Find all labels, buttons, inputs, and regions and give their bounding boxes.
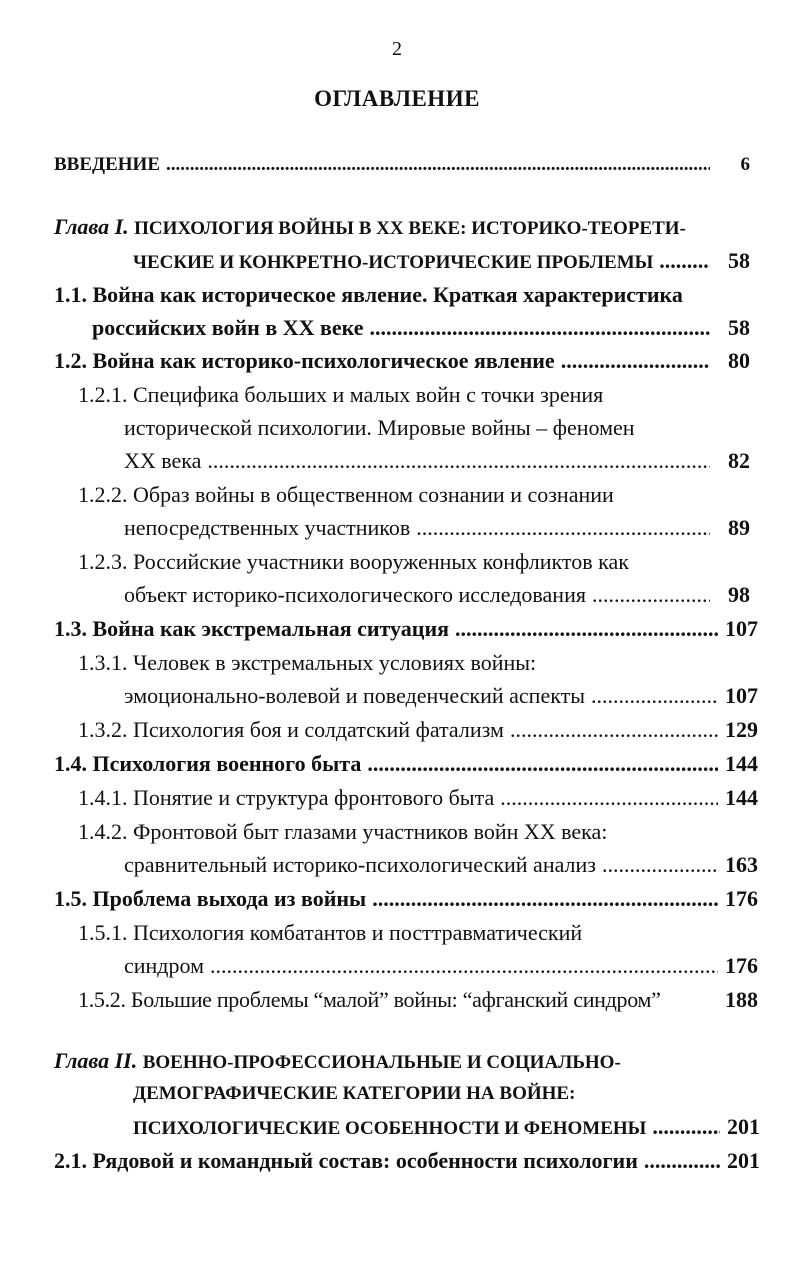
toc-entry-label: 1.2. Война как историко-психологическое явление: [54, 348, 555, 373]
toc-page-number: 144: [725, 785, 758, 810]
toc-section-1-3[interactable]: [54, 614, 758, 644]
chapter-title-cont: ПСИХОЛОГИЧЕСКИЕ ОСОБЕННОСТИ И ФЕНОМЕНЫ: [133, 1118, 647, 1139]
toc-entry-label: объект историко-психологического исследования: [124, 582, 586, 607]
toc-entry-label: 1.5.2. Большие проблемы “малой” войны: “афганский синдром”: [78, 987, 661, 1012]
toc-chapter-2-line3[interactable]: [133, 1112, 760, 1142]
chapter-prefix: Глава I.: [54, 214, 129, 239]
dot-leader: [367, 749, 718, 779]
dot-leader: [207, 446, 710, 476]
toc-page-number: 188: [725, 987, 758, 1012]
dot-leader: [372, 884, 718, 914]
toc-page-number: 201: [727, 1148, 760, 1173]
dot-leader: [370, 313, 710, 343]
dot-leader: [652, 1112, 720, 1142]
toc-subsection-1-3-2[interactable]: [78, 715, 758, 745]
toc-chapter-2-line1[interactable]: [54, 1046, 621, 1076]
chapter-prefix: Глава II.: [54, 1048, 138, 1073]
toc-entry-label: российских войн в XX веке: [92, 315, 364, 340]
toc-subsection-1-4-2-line1[interactable]: 1.4.2. Фронтовой быт глазами участников войн XX века:: [78, 819, 608, 844]
toc-entry-label: непосредственных участников: [124, 515, 411, 540]
toc-subsection-1-4-2-line2[interactable]: [124, 850, 758, 880]
toc-section-1-1-line1[interactable]: 1.1. Война как историческое явление. Краткая характеристика: [54, 282, 683, 307]
chapter-title-cont: ЧЕСКИЕ И КОНКРЕТНО-ИСТОРИЧЕСКИЕ ПРОБЛЕМЫ: [133, 252, 654, 273]
toc-chapter-2-line2[interactable]: ДЕМОГРАФИЧЕСКИЕ КАТЕГОРИИ НА ВОЙНЕ:: [133, 1083, 576, 1104]
toc-subsection-1-3-1-line2[interactable]: [124, 681, 758, 711]
toc-subsection-1-5-2[interactable]: [78, 985, 758, 1015]
toc-page-number: 201: [727, 1114, 760, 1139]
chapter-title: ВОЕННО-ПРОФЕССИОНАЛЬНЫЕ И СОЦИАЛЬНО-: [142, 1052, 621, 1073]
toc-subsection-1-4-1[interactable]: [78, 783, 758, 813]
dot-leader: [561, 346, 710, 376]
toc-section-1-5[interactable]: [54, 884, 758, 914]
toc-section-1-4[interactable]: [54, 749, 758, 779]
toc-section-1-2[interactable]: [54, 346, 750, 376]
dot-leader: [591, 681, 718, 711]
toc-subsection-1-5-1-line2[interactable]: [124, 951, 758, 981]
dot-leader: [659, 246, 710, 276]
toc-entry-label: XX века: [124, 448, 202, 473]
dot-leader: [455, 614, 718, 644]
toc-page-number: 176: [725, 886, 758, 911]
toc-section-2-1[interactable]: [54, 1146, 760, 1176]
dot-leader: [644, 1146, 720, 1176]
toc-page-number: 129: [725, 717, 758, 742]
dot-leader: [602, 850, 718, 880]
toc-entry-label: 1.3. Война как экстремальная ситуация: [54, 616, 450, 641]
toc-entry-label: сравнительный историко-психологический анализ: [124, 852, 596, 877]
toc-page-number: 58: [728, 315, 750, 340]
toc-entry-label: 1.4.1. Понятие и структура фронтового быта: [78, 785, 495, 810]
toc-page-number: 82: [728, 448, 750, 473]
chapter-title: ПСИХОЛОГИЯ ВОЙНЫ В XX ВЕКЕ: ИСТОРИКО-ТЕОРЕТИ-: [134, 218, 686, 239]
toc-chapter-1-line1[interactable]: [54, 212, 686, 242]
dot-leader: [510, 715, 718, 745]
toc-page-number: 107: [725, 616, 758, 641]
toc-page-number: 89: [728, 515, 750, 540]
toc-entry-label: синдром: [124, 953, 205, 978]
dot-leader: [592, 580, 710, 610]
toc-entry-label: ВВЕДЕНИЕ: [54, 154, 160, 175]
toc-subsection-1-2-3-line2[interactable]: [124, 580, 750, 610]
toc-subsection-1-2-1-line1[interactable]: 1.2.1. Специфика больших и малых войн с точки зрения: [78, 382, 604, 407]
toc-subsection-1-5-1-line1[interactable]: 1.5.1. Психология комбатантов и посттравматический: [78, 920, 583, 945]
toc-page-number: 176: [725, 953, 758, 978]
toc-page-number: 144: [725, 751, 758, 776]
toc-entry-label: 2.1. Рядовой и командный состав: особенности психологии: [54, 1148, 638, 1173]
toc-page-number: 98: [728, 582, 750, 607]
toc-page-number: 107: [725, 683, 758, 708]
toc-subsection-1-2-2-line1[interactable]: 1.2.2. Образ войны в общественном сознании и сознании: [78, 482, 614, 507]
toc-section-1-1-line2[interactable]: [92, 313, 750, 343]
toc-page-number: 163: [725, 852, 758, 877]
toc-entry-label: 1.3.2. Психология боя и солдатский фатализм: [78, 717, 504, 742]
dot-leader: [500, 783, 718, 813]
toc-subsection-1-3-1-line1[interactable]: 1.3.1. Человек в экстремальных условиях войны:: [78, 650, 537, 675]
toc-entry-label: 1.5. Проблема выхода из войны: [54, 886, 367, 911]
toc-chapter-1-line2[interactable]: [133, 246, 750, 276]
page-title: ОГЛАВЛЕНИЕ: [314, 86, 480, 111]
dot-leader: [166, 150, 710, 180]
toc-subsection-1-2-1-line2[interactable]: исторической психологии. Мировые войны – феномен: [124, 415, 635, 440]
dot-leader: [416, 513, 710, 543]
toc-entry-label: эмоционально-волевой и поведенческий аспекты: [124, 683, 586, 708]
toc-subsection-1-2-3-line1[interactable]: 1.2.3. Российские участники вооруженных конфликтов как: [78, 549, 629, 574]
toc-entry-label: 1.4. Психология военного быта: [54, 751, 362, 776]
toc-page-number: 6: [740, 154, 750, 175]
toc-page-number: 80: [728, 348, 750, 373]
toc-entry-intro[interactable]: [54, 150, 750, 180]
toc-subsection-1-2-2-line2[interactable]: [124, 513, 750, 543]
toc-page-number: 58: [728, 248, 750, 273]
toc-subsection-1-2-1-line3[interactable]: [124, 446, 750, 476]
page-number: 2: [392, 38, 402, 60]
dot-leader: [210, 951, 718, 981]
